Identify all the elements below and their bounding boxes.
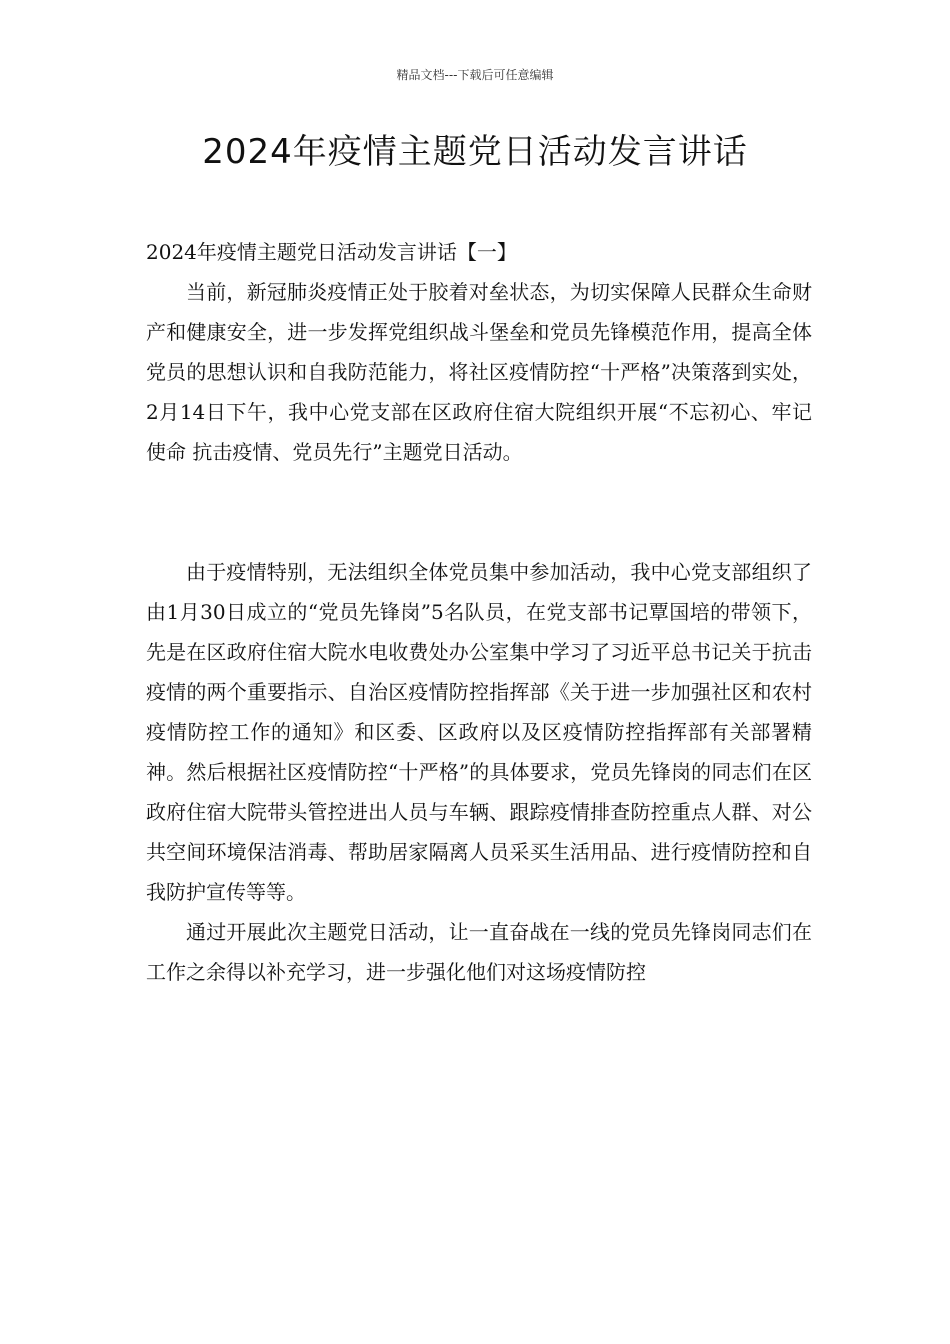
header-note: 精品文档---下载后可任意编辑 bbox=[396, 68, 554, 82]
section-heading: 2024年疫情主题党日活动发言讲话【一】 bbox=[146, 240, 517, 264]
paragraph-1: 当前，新冠肺炎疫情正处于胶着对垒状态，为切实保障人民群众生命财产和健康安全，进一步发挥党组织战斗堡垒和党员先锋模范作用，提高全体党员的思想认识和自我防范能力，将社区疫情防控“十严格”决策落到实处，2月14日下午，我中心党支部在区政府住宿大院组织开展“不忘初心、牢记使命 抗击疫情、党员先行”主题党日活动。 bbox=[146, 280, 812, 464]
paragraph-2: 由于疫情特别，无法组织全体党员集中参加活动，我中心党支部组织了由1月30日成立的“党员先锋岗”5名队员，在党支部书记覃国培的带领下，先是在区政府住宿大院水电收费处办公室集中学习了习近平总书记关于抗击疫情的两个重要指示、自治区疫情防控指挥部《关于进一步加强社区和农村疫情防控工作的通知》和区委、区政府以及区疫情防控指挥部有关部署精神。然后根据社区疫情防控“十严格”的具体要求，党员先锋岗的同志们在区政府住宿大院带头管控进出人员与车辆、跟踪疫情排查防控重点人群、对公共空间环境保洁消毒、帮助居家隔离人员采买生活用品、进行疫情防控和自我防护宣传等等。 bbox=[146, 560, 812, 904]
document-title: 2024年疫情主题党日活动发言讲话 bbox=[202, 132, 748, 172]
document-body bbox=[146, 232, 812, 992]
paragraph-gap bbox=[146, 472, 812, 552]
paragraph-3: 通过开展此次主题党日活动，让一直奋战在一线的党员先锋岗同志们在工作之余得以补充学习，进一步强化他们对这场疫情防控 bbox=[146, 920, 812, 984]
